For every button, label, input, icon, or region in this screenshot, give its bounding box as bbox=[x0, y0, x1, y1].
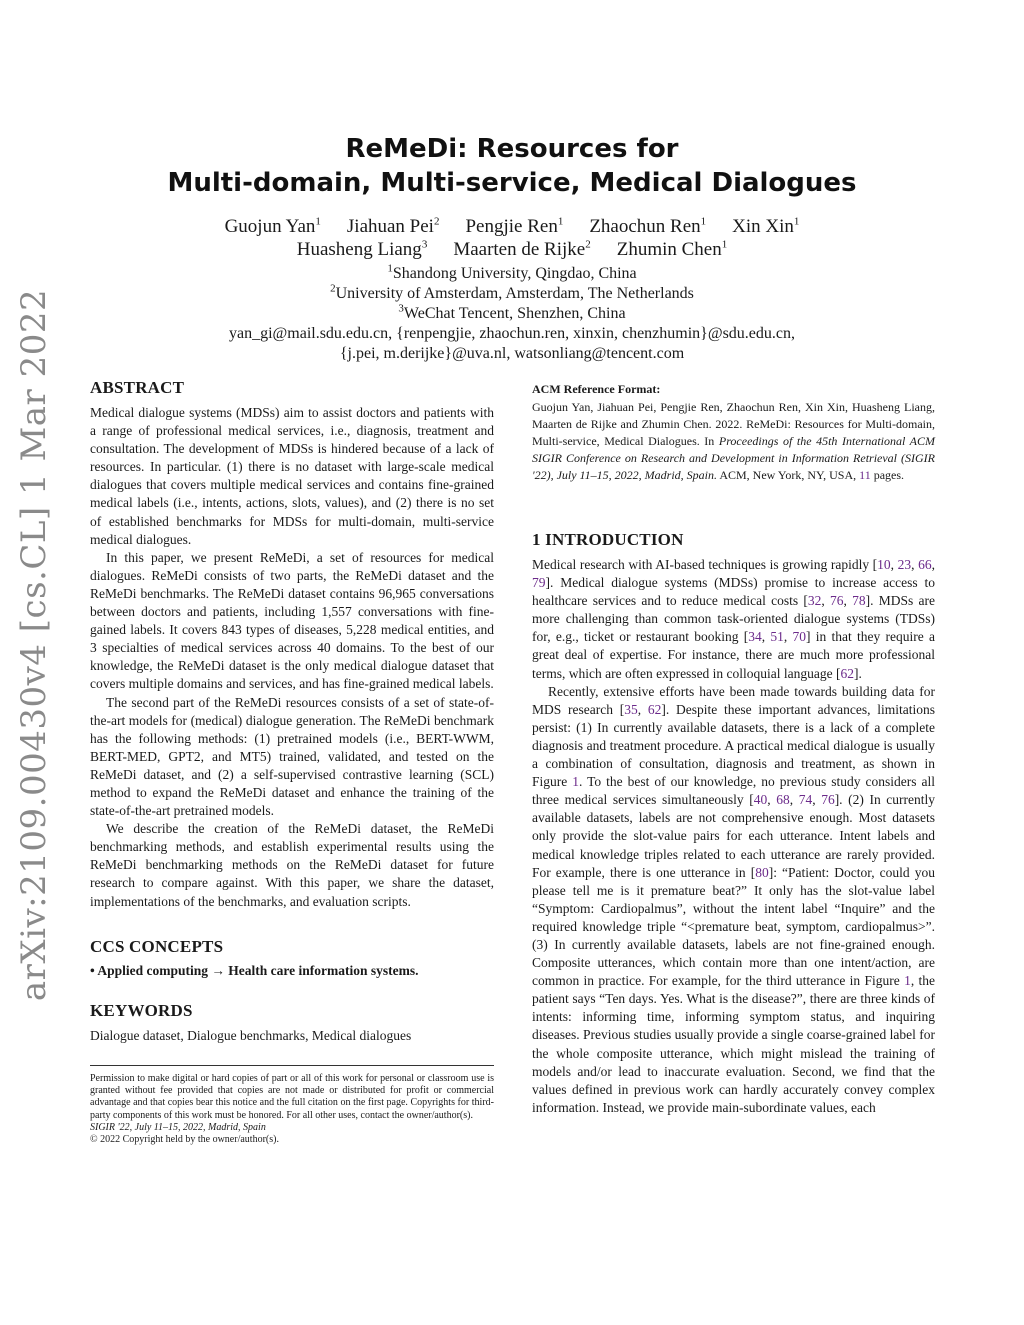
paper-title bbox=[100, 132, 924, 200]
left-column bbox=[90, 378, 494, 1147]
author-name: Zhaochun Ren$^1$ bbox=[589, 215, 707, 237]
affiliation-marker: 1 bbox=[315, 215, 321, 228]
citation-link[interactable]: 62 bbox=[647, 701, 662, 717]
email-line: yan_gi@mail.sdu.edu.cn, {renpengjie, zhaochun.ren, xinxin, chenzhumin}@sdu.edu.cn, bbox=[228, 325, 795, 342]
affiliation-line: $^1$Shandong University, Qingdao, China bbox=[387, 262, 637, 282]
paragraph-text: ] in that they require a great deal of expertise. For instance, there are much more professional terms, which are often expressed in colloquial language [ bbox=[532, 629, 936, 681]
paragraph-text: , bbox=[911, 557, 919, 572]
author-name: Pengjie Ren$^1$ bbox=[465, 215, 564, 237]
citation-link[interactable]: 76 bbox=[821, 792, 835, 808]
author-name: Xin Xin$^1$ bbox=[732, 215, 800, 237]
author-name: Jiahuan Pei$^2$ bbox=[346, 215, 440, 237]
affiliation-marker: 1 bbox=[700, 215, 707, 228]
right-column bbox=[532, 382, 935, 1117]
paragraph-text: , bbox=[783, 629, 793, 645]
paragraph-text: ]. bbox=[854, 665, 862, 681]
paragraph-text: , bbox=[821, 593, 830, 609]
paragraph-text: ]: “Patient: Doctor, could you please tell me is it premature beat?” It only has the slot-value label “Symptom: Cardiopalmus”, without the intent label “Inquire” and the required knowledge triple “<premature beat, symptom, cardiopalmus>”. (3) In currently available datasets, labels are not fine-grained enough. Composite utterances, which contain more than one intent/action, are common in practice. For example, for the third utterance in Figure bbox=[532, 864, 935, 989]
abstract-paragraph: The second part of the ReMeDi resources consists of a set of state-of-the-art models for (medical) dialogue generation. The ReMeDi benchmark has the following methods: (1) pretrained models (i.e., BERT-WWM, BERT-MED, GPT2, and MT5) trained, validated, and tested on the ReMeDi dataset, and (2) a self-supervised contrastive learning (SCL) method to expand the ReMeDi dataset and enhance the training of the state-of-the-art pretrained models. bbox=[90, 694, 494, 819]
citation-link[interactable]: 76 bbox=[830, 593, 844, 609]
citation-link[interactable]: 78 bbox=[852, 593, 866, 609]
paragraph-text: , bbox=[761, 629, 771, 645]
author-list bbox=[100, 215, 924, 261]
keywords-text: Dialogue dataset, Dialogue benchmarks, Medical dialogues bbox=[90, 1027, 412, 1043]
acm-reference-proceedings: Proceedings of the 45th International ACM SIGIR Conference on Research and Development in Information Retrieval (SIGIR '22), July 11–15, 2022, Madrid, Spain. bbox=[532, 434, 935, 482]
paragraph-text: , bbox=[637, 701, 648, 717]
citation-link[interactable]: 70 bbox=[792, 629, 806, 645]
abstract-heading: ABSTRACT bbox=[90, 378, 185, 397]
citation-link[interactable]: 62 bbox=[840, 665, 855, 681]
affiliations bbox=[100, 264, 924, 364]
affiliation-line: $^3$WeChat Tencent, Shenzhen, China bbox=[398, 302, 626, 322]
author-row bbox=[100, 215, 924, 238]
keywords-heading: KEYWORDS bbox=[90, 1000, 193, 1020]
footnote-divider bbox=[90, 1065, 494, 1066]
citation-link[interactable]: 79 bbox=[532, 575, 546, 591]
pages-link[interactable]: 11 bbox=[859, 468, 871, 482]
affiliation-marker: 2 bbox=[585, 238, 591, 251]
affiliation-marker: 1 bbox=[721, 238, 728, 251]
citation-link[interactable]: 1 bbox=[904, 973, 911, 989]
citation-link[interactable]: 66 bbox=[918, 557, 932, 572]
paragraph-text: ]. Medical dialogue systems (MDSs) promise to increase access to healthcare services and to reduce medical costs [ bbox=[532, 575, 935, 609]
paragraph-text: Recently, extensive efforts have been made towards building data for MDS research [ bbox=[532, 683, 935, 717]
affiliation-line: $^2$University of Amsterdam, Amsterdam, The Netherlands bbox=[330, 282, 694, 302]
title-line-2: Multi-domain, Multi-service, Medical Dialogues bbox=[167, 168, 857, 198]
paragraph-text: ]. (2) In currently available datasets, labels are not comprehensive enough. Most datasets only provide the slot-value pairs for each utterance. Intent labels and medical knowledge triples related to each utterance are rarely provided. For example, there is one utterance in [ bbox=[532, 792, 936, 880]
paragraph-text: . To the best of our knowledge, no previous study considers all three medical services simultaneously [ bbox=[532, 774, 935, 808]
author-name: Guojun Yan$^1$ bbox=[224, 215, 321, 237]
ccs-heading: CCS CONCEPTS bbox=[90, 936, 224, 956]
affiliation-marker: 3 bbox=[421, 238, 428, 251]
paragraph-text: ]. MDSs are more challenging than common task-oriented dialogue systems (TDSs) for, e.g., ticket or restaurant booking [ bbox=[532, 593, 935, 645]
abstract-paragraph: Medical dialogue systems (MDSs) aim to assist doctors and patients with a range of professional medical services, i.e., diagnosis, treatment and consultation. The development of MDSs is hindered because of a lack of resources. In particular. (1) there is no dataset with large-scale medical dialogues that covers multiple medical services and contains fine-grained medical labels (i.e., intents, actions, slots, values), and (2) there is no set of established benchmarks for MDSs for multi-domain, multi-service medical dialogues. bbox=[90, 405, 494, 547]
paragraph-text: , bbox=[931, 557, 936, 572]
citation-link[interactable]: 1 bbox=[572, 774, 579, 790]
acm-reference-plain: ACM, New York, NY, USA, bbox=[717, 468, 860, 482]
acm-reference-heading: ACM Reference Format: bbox=[532, 382, 661, 396]
citation-link[interactable]: 10 bbox=[877, 557, 891, 572]
arxiv-identifier bbox=[12, 288, 56, 1002]
affiliation-list bbox=[100, 264, 924, 324]
title-line-1: ReMeDi: Resources for bbox=[345, 134, 679, 164]
permission-block bbox=[90, 1073, 494, 1147]
citation-link[interactable]: 35 bbox=[624, 701, 638, 717]
copyright-text: © 2022 Copyright held by the owner/author(s). bbox=[90, 1134, 279, 1146]
introduction-heading: 1 INTRODUCTION bbox=[532, 530, 684, 549]
acm-reference-plain: Guojun Yan, Jiahuan Pei, Pengjie Ren, Zhaochun Ren, Xin Xin, Huasheng Liang, Maarten de Rijke and Zhumin Chen. 2022. ReMeDi: Resources for Multi-domain, Multi-service, Medical Dialogues. In bbox=[532, 400, 935, 448]
affiliation-marker: 1 bbox=[557, 215, 564, 228]
paragraph-text: , bbox=[812, 792, 822, 808]
citation-link[interactable]: 32 bbox=[807, 593, 822, 609]
citation-link[interactable]: 51 bbox=[770, 629, 784, 645]
paragraph-text: , bbox=[843, 593, 853, 609]
paragraph-text: , bbox=[890, 557, 898, 572]
citation-link[interactable]: 23 bbox=[897, 557, 912, 572]
introduction-paragraph bbox=[532, 556, 935, 683]
citation-link[interactable]: 34 bbox=[748, 629, 762, 645]
paragraph-text: , bbox=[767, 792, 777, 808]
author-row bbox=[100, 238, 924, 261]
introduction-paragraph bbox=[532, 683, 935, 1117]
email-line: {j.pei, m.derijke}@uva.nl, watsonliang@tencent.com bbox=[339, 345, 685, 362]
arxiv-id-text: arXiv:2109.00430v4 [cs.CL] 1 Mar 2022 bbox=[14, 288, 54, 1002]
permission-text: Permission to make digital or hard copies of part or all of this work for personal or classroom use is granted without fee provided that copies are not made or distributed for profit or commercial advantage and that copies bear this notice and the full citation on the first page. Copyrights for third-party components of this work must be honored. For all other uses, contact the owner/author(s). bbox=[90, 1072, 494, 1121]
venue-text: SIGIR '22, July 11–15, 2022, Madrid, Spain bbox=[90, 1121, 266, 1133]
citation-link[interactable]: 68 bbox=[776, 792, 790, 808]
paragraph-text: , bbox=[789, 792, 799, 808]
paragraph-text: , the patient says “Ten days. Yes. What is the disease?”, there are three kinds of intents: informing time, informing symptom status, and inquiring diseases. Previous studies usually provide a single coarse-grained label for the whole composite utterance, which might mislead the training of models and/or lead to inaccurate evaluation. Second, we find that the values defined in previous work can hardly accurately convey complex information. Instead, we provide main-subordinate values, each bbox=[532, 973, 935, 1115]
affiliation-marker: 1 bbox=[793, 215, 800, 228]
paragraph-text: Medical research with AI-based techniques is growing rapidly [ bbox=[532, 557, 878, 572]
author-name: Zhumin Chen$^1$ bbox=[616, 238, 728, 260]
abstract-paragraph: We describe the creation of the ReMeDi dataset, the ReMeDi benchmarking methods, and establish experimental results using the ReMeDi benchmarking methods on the ReMeDi dataset for future research to compare against. With this paper, we share the dataset, implementations of the benchmarks, and evaluation scripts. bbox=[90, 821, 494, 909]
acm-reference-plain: pages. bbox=[870, 468, 905, 482]
acm-reference-text bbox=[532, 399, 935, 484]
author-name: Huasheng Liang$^3$ bbox=[296, 238, 428, 260]
citation-link[interactable]: 40 bbox=[753, 792, 768, 808]
citation-link[interactable]: 80 bbox=[755, 864, 769, 880]
citation-link[interactable]: 74 bbox=[798, 792, 813, 808]
abstract-paragraph: In this paper, we present ReMeDi, a set of resources for medical dialogues. ReMeDi consists of two parts, the ReMeDi dataset and the ReMeDi benchmarks. The ReMeDi dataset contains 96,965 conversations between doctors and patients, including 1,557 conversations with fine-gained labels. It covers 843 types of diseases, 5,228 medical entities, and 3 specialties of medical services across 40 domains. To the best of our knowledge, the ReMeDi dataset is the only medical dialogue dataset that covers multiple domains and services, and has fine-grained medical labels. bbox=[90, 549, 494, 692]
paragraph-text: ]. Despite these important advances, limitations persist: (1) In currently available datasets, there is a lack of a complete diagnosis and treatment procedure. A practical medical dialogue is usually a combination of consultation, diagnosis and treatment, as shown in Figure bbox=[532, 701, 935, 790]
ccs-item: • Applied computing → Health care information systems. bbox=[90, 962, 419, 978]
affiliation-marker: 2 bbox=[433, 215, 440, 228]
author-name: Maarten de Rijke$^2$ bbox=[453, 238, 591, 260]
